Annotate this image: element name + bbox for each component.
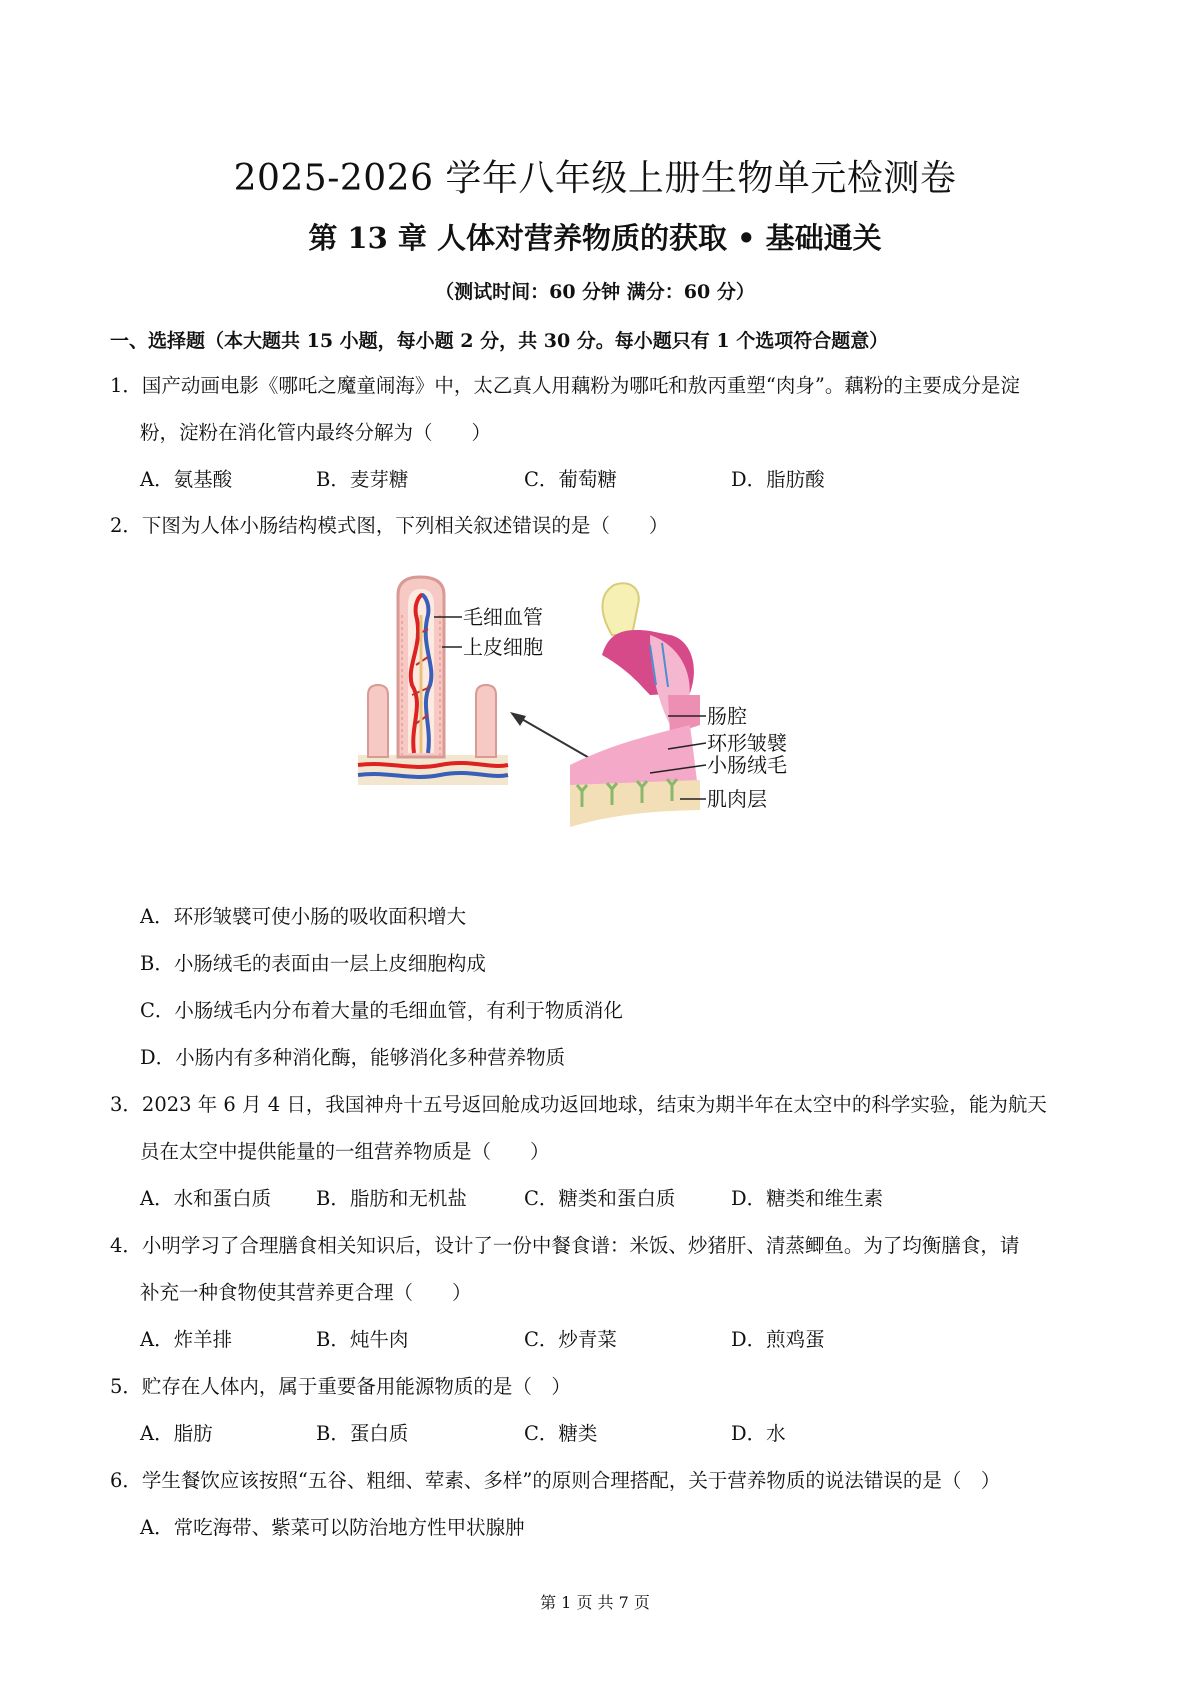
q4-line1: 4．小明学习了合理膳食相关知识后，设计了一份中餐食谱：米饭、炒猪肝、清蒸鲫鱼。为了均衡膳食，请 [110, 1234, 1020, 1257]
label-epithelial-cell: 上皮细胞 [463, 635, 543, 659]
page-number: 第 1 页 共 7 页 [540, 1593, 650, 1612]
label-intestinal-lumen: 肠腔 [707, 704, 747, 728]
q3-option-a: A．水和蛋白质 [140, 1187, 272, 1210]
section-heading: 一、选择题（本大题共 15 小题，每小题 2 分，共 30 分。每小题只有 1 个选项符合题意） [110, 330, 889, 352]
q3-line2: 员在太空中提供能量的一组营养物质是（ ） [140, 1140, 550, 1163]
q5-option-a: A．脂肪 [140, 1422, 213, 1445]
q1-line2: 粉，淀粉在消化管内最终分解为（ ） [140, 421, 492, 444]
q2-option-c: C．小肠绒毛内分布着大量的毛细血管，有利于物质消化 [140, 999, 623, 1022]
q3-option-c: C．糖类和蛋白质 [524, 1187, 676, 1210]
q4-option-d: D．煎鸡蛋 [731, 1328, 825, 1351]
q1-option-d: D．脂肪酸 [731, 468, 825, 491]
label-capillary: 毛细血管 [463, 605, 543, 629]
label-intestinal-villi: 小肠绒毛 [707, 753, 787, 777]
q6-option-a: A．常吃海带、紫菜可以防治地方性甲状腺肿 [140, 1516, 525, 1539]
label-circular-folds: 环形皱襞 [707, 731, 787, 755]
q3-line1: 3．2023 年 6 月 4 日，我国神舟十五号返回舱成功返回地球，结束为期半年在太空中的科学实验，能为航天 [110, 1093, 1047, 1116]
q4-line2: 补充一种食物使其营养更合理（ ） [140, 1281, 472, 1304]
page-title: 2025-2026 学年八年级上册生物单元检测卷 [233, 158, 957, 199]
q2-option-d: D．小肠内有多种消化酶，能够消化多种营养物质 [140, 1046, 566, 1069]
small-intestine-figure [350, 575, 870, 875]
q2-option-b: B．小肠绒毛的表面由一层上皮细胞构成 [140, 952, 486, 975]
page-subtitle: 第 13 章 人体对营养物质的获取 • 基础通关 [308, 221, 882, 255]
q3-option-d: D．糖类和维生素 [731, 1187, 884, 1210]
q6-line1: 6．学生餐饮应该按照“五谷、粗细、荤素、多样”的原则合理搭配，关于营养物质的说法错误的是（ ） [110, 1469, 1001, 1492]
q5-option-d: D．水 [731, 1422, 786, 1445]
q2-line1: 2．下图为人体小肠结构模式图，下列相关叙述错误的是（ ） [110, 514, 669, 537]
q4-option-b: B．炖牛肉 [316, 1328, 409, 1351]
q1-option-c: C．葡萄糖 [524, 468, 617, 491]
label-muscle-layer: 肌肉层 [707, 787, 767, 811]
q1-option-a: A．氨基酸 [140, 468, 233, 491]
q4-option-c: C．炒青菜 [524, 1328, 617, 1351]
intestine-segment-illustration [570, 583, 700, 827]
q2-option-a: A．环形皱襞可使小肠的吸收面积增大 [140, 905, 467, 928]
q5-option-b: B．蛋白质 [316, 1422, 409, 1445]
q5-option-c: C．糖类 [524, 1422, 598, 1445]
q1-option-b: B．麦芽糖 [316, 468, 409, 491]
q1-line1: 1．国产动画电影《哪吒之魔童闹海》中，太乙真人用藕粉为哪吒和敖丙重塑“肉身”。藕粉的主要成分是淀 [110, 374, 1020, 397]
test-meta: （测试时间：60 分钟 满分：60 分） [435, 281, 755, 303]
q5-line1: 5．贮存在人体内，属于重要备用能源物质的是（ ） [110, 1375, 571, 1398]
q3-option-b: B．脂肪和无机盐 [316, 1187, 467, 1210]
q4-option-a: A．炸羊排 [140, 1328, 233, 1351]
